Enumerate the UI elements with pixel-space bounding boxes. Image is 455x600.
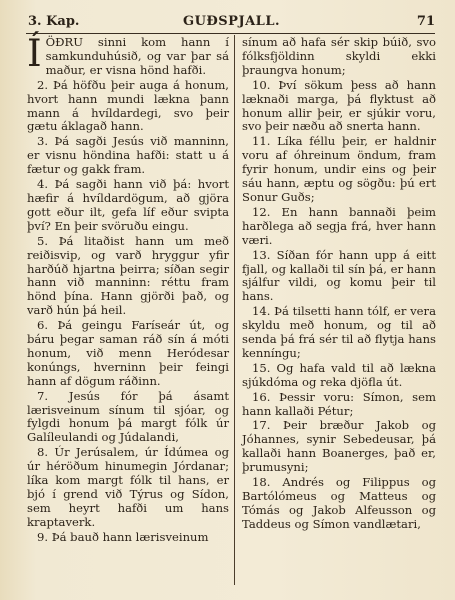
verse: 12. En hann bannaði þeim harðlega að segja frá, hver hann væri.	[242, 204, 436, 247]
verse: 4. Þá sagði hann við þá: hvort hæfir á hvíldardögum, að gjöra gott eður ilt, gefa líf eður svipta því? En þeir svöruðu eingu.	[27, 177, 229, 233]
verse: 9. Þá bauð hann lærisveinum	[37, 529, 209, 544]
verse: 18. Andrés og Filippus og Bartólómeus og Matteus og Tómás og Jakob Alfeusson og Taddeus og Símon vandlætari,	[242, 475, 436, 531]
verse-1	[27, 32, 229, 78]
verse: 10. Því sökum þess að hann læknaði marga, þá flyktust að honum allir þeir, er sjúkir voru, svo þeir næðu að snerta hann.	[242, 77, 436, 134]
verse: 5. Þá litaðist hann um með reiðisvip, og varð hryggur yfir harðúð hjartna þeirra; síðan segir hann við manninn: réttu fram hönd þína. Hann gjörði það, og varð hún þá heil.	[27, 233, 229, 318]
verse: 13. Síðan fór hann upp á eitt fjall, og kallaði til sín þá, er hann sjálfur vildi, og komu þeir til hans.	[242, 247, 436, 304]
verse: 14. Þá tilsetti hann tólf, er vera skyldu með honum, og til að senda þá frá sér til að flytja hans kenníngu;	[242, 304, 436, 360]
running-title: GUÐSPJALL.	[182, 14, 280, 29]
verse: 6. Þá geingu Faríseár út, og báru þegar saman ráð sín á móti honum, við menn Heródesar konúngs, hverninn þeir feingi hann af dögum ráðinn.	[27, 318, 229, 388]
chapter-label: 3. Kap.	[28, 14, 80, 29]
drop-cap: Í	[27, 32, 42, 75]
verse: 8. Úr Jerúsalem, úr Ídúmea og úr héröðum hinumegin Jórdanar; líka kom margt fólk til hans, er bjó í grend við Týrus og Sídon, sem heyrt hafði um hans kraptaverk.	[27, 445, 229, 529]
verse: 16. Þessir voru: Símon, sem hann kallaði Pétur;	[242, 389, 436, 418]
verse: 3. Þá sagði Jesús við manninn, er visnu höndina hafði: statt u á fætur og gakk fram.	[27, 134, 229, 177]
page-number: 71	[416, 14, 435, 29]
verse: 15. Og hafa vald til að lækna sjúkdóma og reka djöfla út.	[242, 360, 436, 389]
page-header	[28, 14, 435, 32]
verse: 17. Þeir bræður Jakob og Jóhannes, synir Sebedeusar, þá kallaði hann Boanerges, það er, þrumusyni;	[242, 418, 436, 475]
verse-continuation: sínum að hafa sér skip búið, svo fólksfjöldinn skyldi ekki þraungva honum;	[242, 35, 436, 77]
header-rule	[26, 33, 435, 34]
verse: 7. Jesús fór þá ásamt lærisveinum sínum til sjóar, og fylgdi honum þá margt fólk úr Galíleulandi og Júdalandi,	[27, 388, 229, 445]
column-divider	[234, 35, 235, 585]
verse: 2. Þá höfðu þeir auga á honum, hvort hann mundi lækna þann mann á hvíldardegi, svo þeir gætu áklagað hann.	[27, 77, 229, 134]
verse-1-text: ÖÐRU sinni kom hann í samkunduhúsið, og var þar sá maður, er visna hönd hafði.	[45, 35, 229, 77]
right-column	[242, 36, 436, 533]
verse: 11. Líka féllu þeir, er haldnir voru af óhreinum öndum, fram fyrir honum, undir eins og þeir sáu hann, æptu og sögðu: þú ert Sonur Guðs;	[242, 134, 436, 204]
left-column	[27, 32, 229, 546]
